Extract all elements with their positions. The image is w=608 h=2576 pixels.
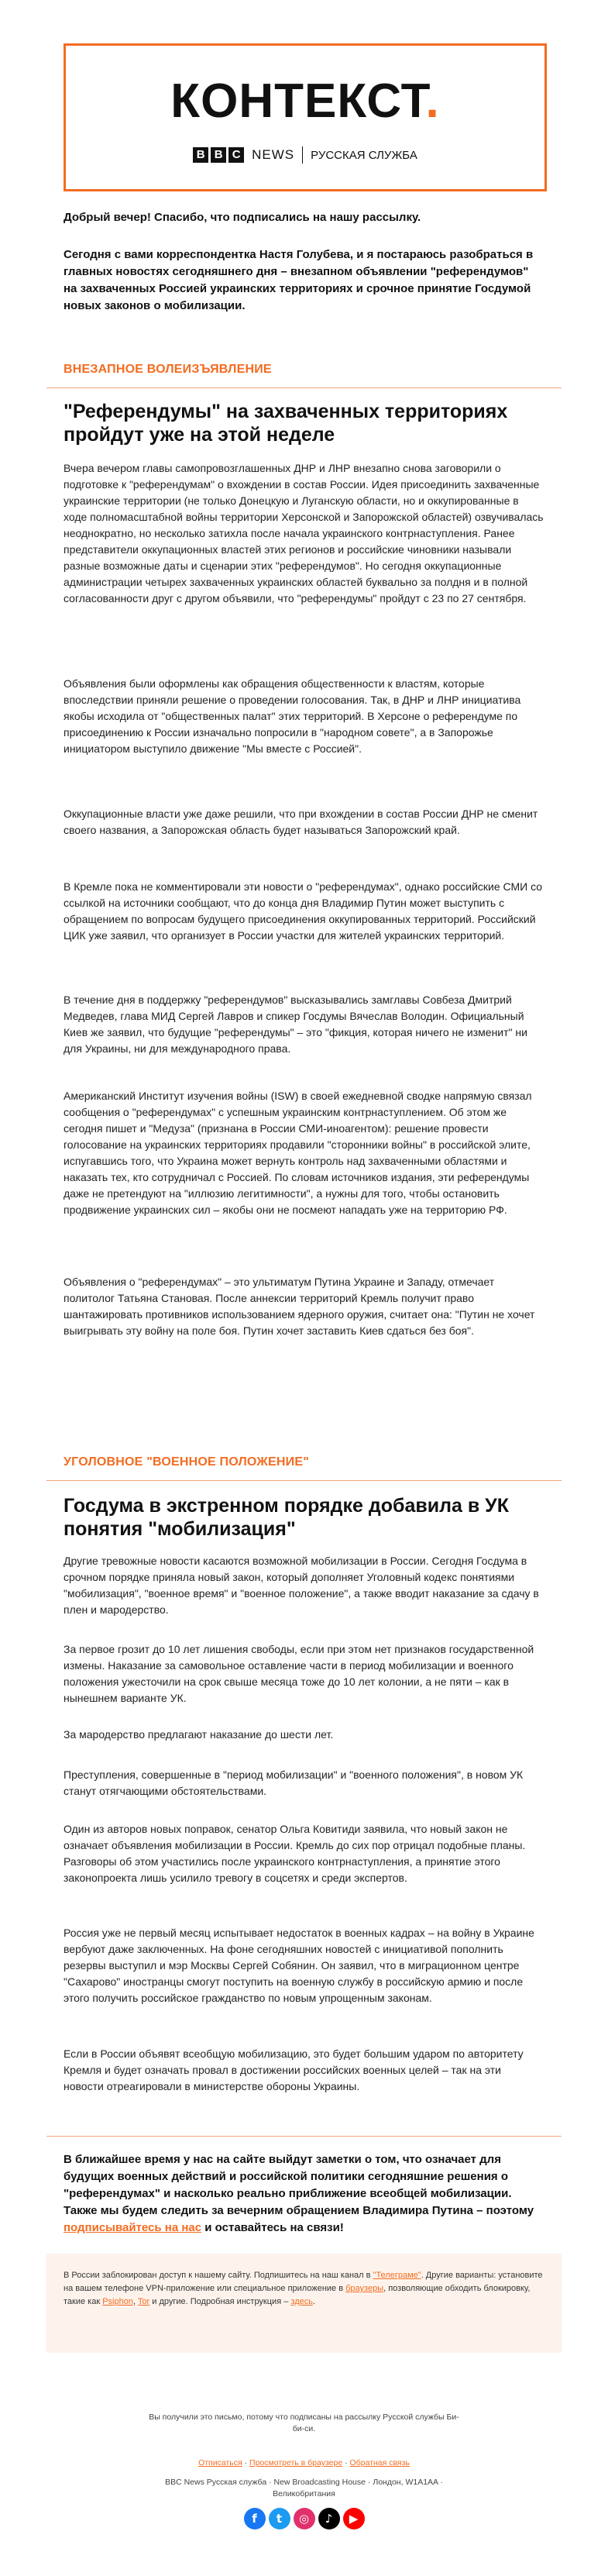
closing-divider (46, 2136, 562, 2137)
unsubscribe-link[interactable]: Отписаться (198, 2458, 242, 2468)
closing-message (64, 2151, 544, 2237)
article-paragraph: В течение дня в поддержку "референдумов" высказывались замглавы Совбеза Дмитрий Медведев, глава МИД Сергей Лавров и спикер Госдумы Вячеслав Володин. Официальный Киев же заявил, что будущие "референдумы" – это "фикция, которая ничего не изменит" ни для Украины, ни для международного права. (64, 994, 527, 1055)
view-in-browser-link[interactable]: Просмотреть в браузере (249, 2458, 343, 2468)
footer-address: BBC News Русская служба · New Broadcasting House · Лондон, W1A1AA · Великобритания (165, 2478, 443, 2499)
article-paragraph: Объявления были оформлены как обращения общественности к властям, которые впоследствии приняли решение о проведении голосования. Так, в ДНР и ЛНР инициатива якобы исходила от "общественных палат" этих территорий. В Херсоне о референдуме по присоединению к России изначально попросили в "народном совете", а в Запорожье инициатором выступило движение "Мы вместе с Россией". (64, 677, 521, 755)
article-paragraph: Оккупационные власти уже даже решили, что при вхождении в состав России ДНР не сменит своего названия, а Запорожская область будет называться Запорожский край. (64, 808, 538, 836)
article-paragraph: Преступления, совершенные в "период мобилизации" и "военного положения", в новом УК станут отягчающими обстоятельствами. (64, 1768, 524, 1797)
section-kicker: ВНЕЗАПНОЕ ВОЛЕИЗЪЯВЛЕНИЕ (64, 363, 272, 376)
bbc-russian-logo[interactable] (66, 146, 544, 164)
notice-segment: В России заблокирован доступ к нашему сайту. Подпишитесь на наш канал в (64, 2271, 373, 2280)
article-paragraph: В Кремле пока не комментировали эти новости о "референдумах", однако российские СМИ со ссылкой на источники сообщают, что до конца дня Владимир Путин может выступить с обращением по вопросам будущего присоединения оккупированных территорий. Российский ЦИК уже заявил, что организует в России участки для жителей украинских территорий. (64, 880, 543, 942)
article-paragraph: Вчера вечером главы самопровозглашенных ДНР и ЛНР внезапно снова заговорили о подготовке к "референдумам" о вхождении в состав России. Идея присоединить захваченные украинские территории (не только Донецкую и Луганскую области, но и оккупированные в ходе полномасштабной войны территории Херсонской и Запорожской областей) озвучивалась неоднократно, но несколько затихла после начала украинского контрнаступления. Ранее представители оккупационных властей этих регионов и российские чиновники называли разные возможные даты и сценарии этих "референдумов". Но сегодня оккупационные администрации четырех захваченных украинских областей буквально за полдня и в полной согласованности друг с другом объявили, что "референдумы" пройдут с 23 по 27 сентября. (64, 462, 544, 604)
twitter-icon[interactable]: t (269, 2508, 290, 2530)
notice-text (64, 2269, 544, 2309)
masthead (64, 43, 547, 191)
notice-segment: и другие. Подробная инструкция – (149, 2297, 291, 2306)
notice-segment: . Другие варианты: установите на вашем телефоне VPN-приложение или специальное приложение в (64, 2271, 543, 2293)
footer-sep: · (242, 2458, 250, 2468)
greeting: Добрый вечер! Спасибо, что подписались на нашу рассылку. (64, 211, 421, 224)
feedback-link[interactable]: Обратная связь (349, 2458, 410, 2468)
intro-lead: Сегодня с вами корреспондентка Настя Голубева, и я постараюсь разобраться в главных новостях сегодняшнего дня – внезапном объявлении "референдумов" на захваченных Россией украинских территориях и срочное принятие Госдумой новых законов о мобилизации. (64, 248, 534, 312)
article-paragraph: Один из авторов новых поправок, сенатор Ольга Ковитиди заявила, что новый закон не означает объявления мобилизации в России. Кремль до сих пор отрицал подобные планы. Разговоры об этом участились после украинского контрнаступления, а принятие этого законопроекта лишь усилило тревогу в соцсетях и среди экспертов. (64, 1823, 526, 1884)
section-kicker: УГОЛОВНОЕ "ВОЕННОЕ ПОЛОЖЕНИЕ" (64, 1455, 309, 1469)
subscribe-link[interactable]: подписывайтесь на нас (64, 2221, 202, 2234)
social-links (0, 2508, 608, 2530)
telegram-link[interactable]: "Телеграме" (373, 2271, 421, 2280)
article-paragraph: Другие тревожные новости касаются возможной мобилизации в России. Сегодня Госдума в срочном порядке приняла новый закон, который дополняет Уголовный кодекс понятиями "мобилизация", "военное время" и "военное положение", а также вводит наказание за сдачу в плен и мародерство. (64, 1555, 539, 1616)
tiktok-icon[interactable]: ♪ (318, 2508, 340, 2530)
logo-text: КОНТЕКСТ (170, 74, 426, 128)
blocking-notice (46, 2254, 562, 2353)
footer-links (116, 2458, 492, 2468)
article-paragraph: Если в России объявят всеобщую мобилизацию, это будет большим ударом по авторитету Кремля и будет означать провал в достижении российских военных целей – так на эти новости отреагировали в министерстве обороны Украины. (64, 2047, 524, 2092)
notice-segment: , (132, 2297, 138, 2306)
youtube-icon[interactable]: ▶ (343, 2508, 365, 2530)
browsers-link[interactable]: браузеры (345, 2284, 384, 2293)
tor-link[interactable]: Tor (137, 2297, 150, 2306)
facebook-icon[interactable]: f (244, 2508, 266, 2530)
logo-dot: . (425, 74, 440, 128)
subscription-reason: Вы получили это письмо, потому что подписаны на рассылку Русской службы Би-би-си. (149, 2412, 459, 2433)
section-divider (46, 1480, 562, 1481)
notice-segment: . (312, 2297, 316, 2306)
bbc-news-label: NEWS (252, 147, 295, 162)
article-paragraph: Объявления о "референдумах" – это ультиматум Путина Украине и Западу, отмечает политолог Татьяна Становая. После аннексии территорий Кремль получит право шантажировать противников использованием ядерного оружия, считает она: "Путин не хочет выигрывать эту войну на поле боя. Путин хочет заставить Киев сдаться без боя". (64, 1276, 535, 1337)
bbc-blocks (193, 147, 244, 163)
instagram-icon[interactable]: ◎ (294, 2508, 315, 2530)
section-divider (46, 387, 562, 388)
article-headline: Госдума в экстренном порядке добавила в УК понятия "мобилизация" (64, 1495, 509, 1540)
article-headline: "Референдумы" на захваченных территориях пройдут уже на этой неделе (64, 401, 508, 446)
article-paragraph: За первое грозит до 10 лет лишения свободы, если при этом нет признаков государственной измены. Наказание за самовольное оставление части в период мобилизации и военного положения ужесточили на срок свыше месяца тоже до 10 лет колонии, а не пяти – как в нынешнем варианте УК. (64, 1643, 534, 1704)
article-paragraph: За мародерство предлагают наказание до шести лет. (64, 1728, 334, 1741)
psiphon-link[interactable]: Psiphon (102, 2297, 133, 2306)
bbc-service-label: РУССКАЯ СЛУЖБА (311, 148, 417, 162)
kontekst-logo[interactable] (66, 74, 544, 129)
article-paragraph: Россия уже не первый месяц испытывает недостаток в военных кадрах – на войну в Украине вербуют даже заключенных. На фоне сегодняшних новостей с инициативой пополнить резервы выступил и мэр Москвы Сергей Собянин. Он заявил, что в миграционном центре "Сахарово" иностранцы смогут поступить на военную службу в российскую армию и после этого получить российское гражданство по новым упрощенным законам. (64, 1927, 534, 2004)
footer-sep: · (342, 2458, 350, 2468)
notice-segment: , позволяющие обходить блокировку, такие как (64, 2284, 531, 2306)
closing-text-end: и оставайтесь на связи! (201, 2221, 344, 2234)
closing-text: В ближайшее время у нас на сайте выйдут заметки о том, что означает для будущих военных действий и российской политики сегодняшние решения о "референдумах" и насколько реально приближение всеобщей мобилизации. Также мы будем следить за вечерним обращением Владимира Путина – поэтому (64, 2153, 534, 2217)
instruction-link[interactable]: здесь (290, 2297, 313, 2306)
bbc-block: B (193, 147, 208, 163)
bbc-block: C (228, 147, 244, 163)
logo-divider (302, 146, 303, 164)
bbc-block: B (211, 147, 226, 163)
article-paragraph: Американский Институт изучения войны (ISW) в своей ежедневной сводке напрямую связал сообщения о "референдумах" с успешным украинским контрнаступлением. Об этом же сегодня пишет и "Медуза" (признана в России СМИ-иноагентом): решение провести голосование на украинских территориях продавили "сторонники войны" в российской элите, испугавшись того, что Украина может вернуть контроль над захваченными областями и наказать тех, кто сотрудничал с Россией. По словам источников издания, эти референдумы даже не претендуют на "иллюзию легитимности", а нужны для того, чтобы остановить продвижение украинских сил – якобы они не посмеют нападать уже на территорию РФ. (64, 1090, 532, 1216)
